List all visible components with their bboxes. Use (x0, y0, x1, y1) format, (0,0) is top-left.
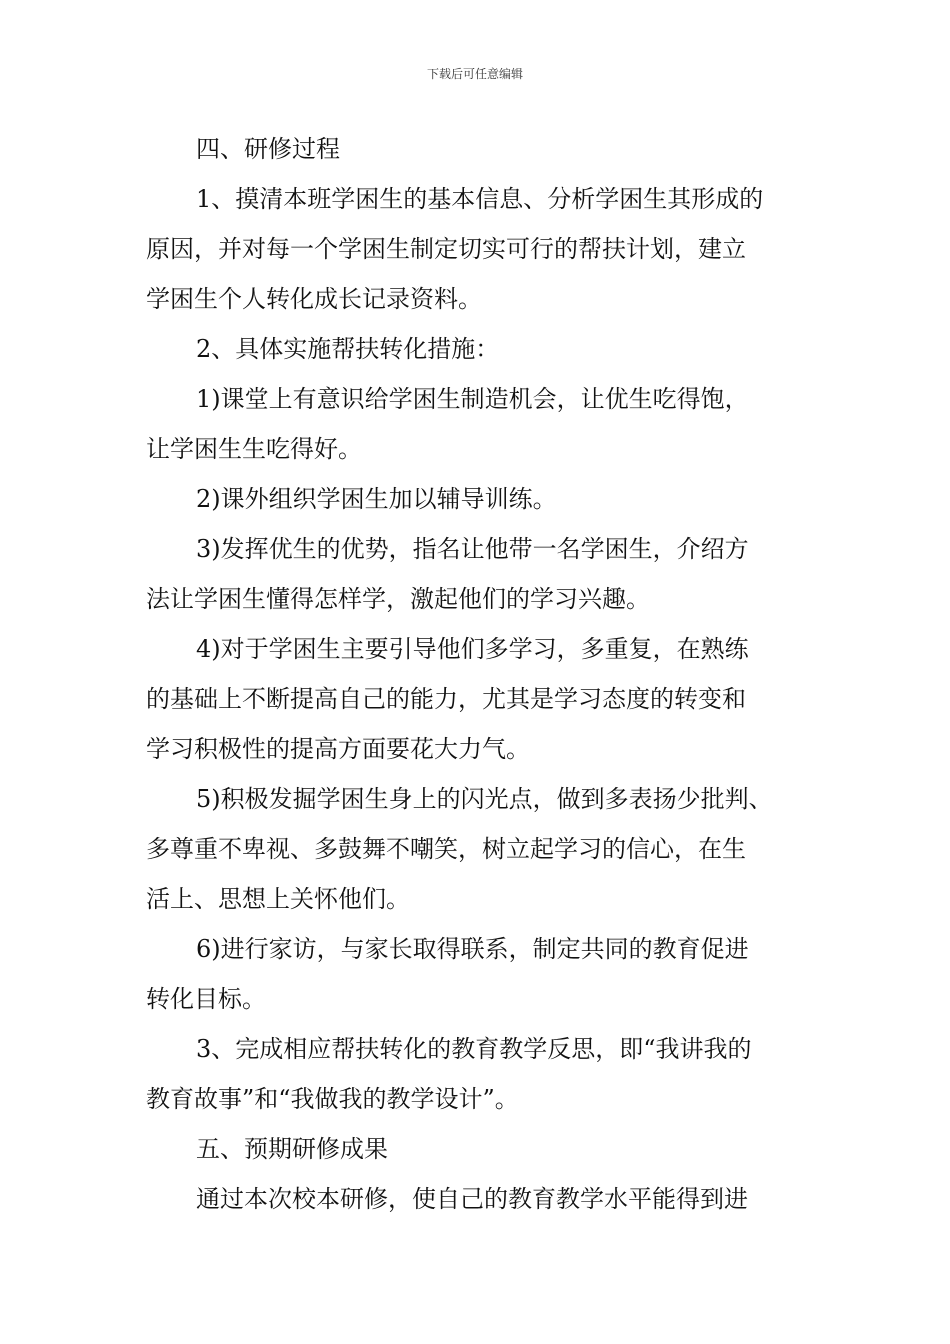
text-line: 多尊重不卑视、多鼓舞不嘲笑，树立起学习的信心，在生 (146, 835, 746, 863)
text-line: 5)积极发掘学困生身上的闪光点，做到多表扬少批判、 (196, 785, 773, 813)
paragraph-item-1 (146, 174, 816, 324)
text-line: 学习积极性的提高方面要花大力气。 (146, 735, 530, 763)
text-line: 通过本次校本研修，使自己的教育教学水平能得到进 (196, 1185, 748, 1213)
paragraph-measure-6 (146, 924, 816, 1024)
paragraph-measure-4 (146, 624, 816, 774)
text-line: 6)进行家访，与家长取得联系，制定共同的教育促进 (196, 935, 749, 963)
section-heading-outcomes (146, 1124, 816, 1174)
text-line: 让学困生生吃得好。 (146, 435, 362, 463)
text-line: 法让学困生懂得怎样学，激起他们的学习兴趣。 (146, 585, 650, 613)
text-line: 3)发挥优生的优势，指名让他带一名学困生，介绍方 (196, 535, 749, 563)
paragraph-outcome (146, 1174, 816, 1224)
text-line: 4)对于学困生主要引导他们多学习，多重复，在熟练 (196, 635, 749, 663)
paragraph-measure-3 (146, 524, 816, 624)
text-line: 2)课外组织学困生加以辅导训练。 (196, 485, 557, 513)
section-heading-process (146, 124, 816, 174)
text-line: 学困生个人转化成长记录资料。 (146, 285, 482, 313)
paragraph-measure-5 (146, 774, 816, 924)
paragraph-measure-2 (146, 474, 816, 524)
text-line: 教育故事”和“我做我的教学设计”。 (146, 1085, 519, 1113)
text-line: 1)课堂上有意识给学困生制造机会，让优生吃得饱， (196, 385, 749, 413)
text-line: 1、摸清本班学困生的基本信息、分析学困生其形成的 (196, 185, 764, 213)
text-line: 原因，并对每一个学困生制定切实可行的帮扶计划，建立 (146, 235, 746, 263)
text-line: 四、研修过程 (196, 135, 340, 163)
document-body (146, 124, 816, 1224)
page-header: 下载后可任意编辑 (426, 67, 523, 81)
text-line: 五、预期研修成果 (196, 1135, 388, 1163)
text-line: 转化目标。 (146, 985, 266, 1013)
paragraph-measure-1 (146, 374, 816, 474)
text-line: 活上、思想上关怀他们。 (146, 885, 410, 913)
paragraph-item-3 (146, 1024, 816, 1124)
text-line: 2、具体实施帮扶转化措施： (196, 335, 500, 363)
text-line: 的基础上不断提高自己的能力，尤其是学习态度的转变和 (146, 685, 746, 713)
paragraph-item-2 (146, 324, 816, 374)
text-line: 3、完成相应帮扶转化的教育教学反思，即“我讲我的 (196, 1035, 752, 1063)
